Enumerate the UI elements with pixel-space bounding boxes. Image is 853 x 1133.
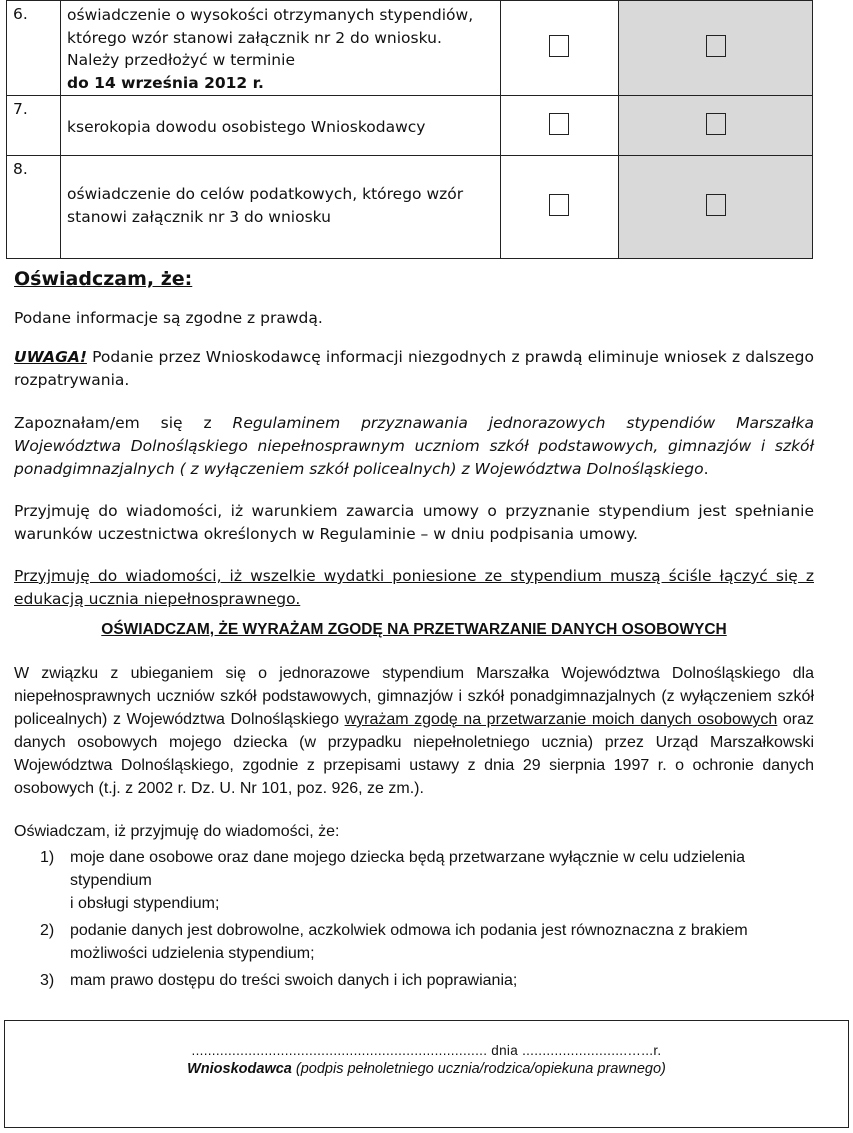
checkbox[interactable] xyxy=(706,113,726,135)
row-description xyxy=(61,156,501,259)
list-item xyxy=(40,969,816,992)
row-description xyxy=(61,96,501,156)
documents-table xyxy=(6,0,813,259)
contract-paragraph: Przyjmuję do wiadomości, iż warunkiem zawarcia umowy o przyznanie stypendium jest spełnianie warunków uczestnictwa określonych w Regulaminie – w dniu podpisania umowy. xyxy=(14,502,814,543)
declaration-heading: Oświadczam, że: xyxy=(14,268,193,290)
signature-box xyxy=(4,1020,849,1128)
list-item xyxy=(40,846,816,915)
signature-caption xyxy=(5,1061,848,1077)
consent-list xyxy=(40,846,816,992)
consent-underlined: wyrażam zgodę na przetwarzanie moich danych osobowych xyxy=(344,711,778,728)
list-number: 1) xyxy=(40,849,55,866)
consent-title: OŚWIADCZAM, ŻE WYRAŻAM ZGODĘ NA PRZETWARZANIE DANYCH OSOBOWYCH xyxy=(101,621,727,638)
row-number: 7. xyxy=(7,96,61,156)
row-deadline: do 14 września 2012 r. xyxy=(67,73,264,92)
signature-line: ......................................................................... dnia ..........................…...r. xyxy=(191,1043,662,1058)
regulations-paragraph xyxy=(14,412,814,481)
checkbox-cell xyxy=(500,1,618,96)
row-number: 8. xyxy=(7,156,61,259)
list-text: podanie danych jest dobrowolne, aczkolwiek odmowa ich podania jest równoznaczna z brakiem możliwości udzielenia stypendium; xyxy=(70,922,748,962)
checkbox-cell-gray xyxy=(619,96,813,156)
list-number: 3) xyxy=(40,972,55,989)
table-row xyxy=(7,96,813,156)
signature-description: (podpis pełnoletniego ucznia/rodzica/opiekuna prawnego) xyxy=(291,1061,666,1077)
row-description xyxy=(61,1,501,96)
consent-paragraph xyxy=(14,662,814,800)
regulations-text: Zapoznałam/em się z xyxy=(14,414,233,432)
list-number: 2) xyxy=(40,922,55,939)
row-text: oświadczenie o wysokości otrzymanych stypendiów, którego wzór stanowi załącznik nr 2 do wniosku. Należy przedłożyć w terminie xyxy=(67,6,474,69)
warning-label: UWAGA! xyxy=(14,348,87,366)
checkbox[interactable] xyxy=(549,113,569,135)
list-text: mam prawo dostępu do treści swoich danych i ich poprawiania; xyxy=(70,972,518,989)
consent-text: W związku z ubieganiem się o jednorazowe stypendium Marszałka Województwa Dolnośląskiego dla niepełnosprawnych uczniów szkół podstawowych, gimnazjów i szkół ponadgimnazjalnych (z wyłączeniem szkół policealnych) z Województwa Dolnośląskiego xyxy=(14,665,814,728)
checkbox-cell xyxy=(500,156,618,259)
checkbox-cell-gray xyxy=(619,156,813,259)
info-statement: Podane informacje są zgodne z prawdą. xyxy=(14,309,323,327)
regulations-title: Regulaminem przyznawania jednorazowych stypendiów Marszałka Województwa Dolnośląskiego niepełnosprawnym uczniom szkół podstawowych, gimnazjów i szkół ponadgimnazjalnych ( z wyłączeniem szkół policealnych) z Województwa Dolnośląskiego xyxy=(14,414,814,478)
checkbox-cell-gray xyxy=(619,1,813,96)
expenses-paragraph: Przyjmuję do wiadomości, iż wszelkie wydatki poniesione ze stypendium muszą ściśle łączyć się z edukacją ucznia niepełnosprawnego. xyxy=(14,567,814,608)
checkbox-cell xyxy=(500,96,618,156)
regulations-end: . xyxy=(703,460,709,478)
checkbox[interactable] xyxy=(706,194,726,216)
warning-text: Podanie przez Wnioskodawcę informacji niezgodnych z prawdą eliminuje wniosek z dalszego rozpatrywania. xyxy=(14,348,814,389)
consent-intro: Oświadczam, iż przyjmuję do wiadomości, że: xyxy=(14,823,340,840)
list-item xyxy=(40,919,816,965)
list-text: moje dane osobowe oraz dane mojego dziecka będą przetwarzane wyłącznie w celu udzielenia stypendium i obsługi stypendium; xyxy=(70,849,746,912)
checkbox[interactable] xyxy=(549,194,569,216)
row-text: oświadczenie do celów podatkowych, którego wzór stanowi załącznik nr 3 do wniosku xyxy=(67,185,464,226)
table-row xyxy=(7,1,813,96)
row-text: kserokopia dowodu osobistego Wnioskodawcy xyxy=(67,117,426,136)
warning-paragraph xyxy=(14,346,814,392)
signature-label: Wnioskodawca xyxy=(187,1061,292,1077)
row-number: 6. xyxy=(7,1,61,96)
consent-text-end: oraz danych osobowych mojego dziecka (w przypadku niepełnoletniego ucznia) przez Urząd Marszałkowski Województwa Dolnośląskiego, zgodnie z przepisami ustawy z dnia 29 sierpnia 1997 r. o ochronie danych osobowych (t.j. z 2002 r. Dz. U. Nr 101, poz. 926, ze zm.). xyxy=(14,711,814,797)
checkbox[interactable] xyxy=(706,35,726,57)
table-row xyxy=(7,156,813,259)
checkbox[interactable] xyxy=(549,35,569,57)
